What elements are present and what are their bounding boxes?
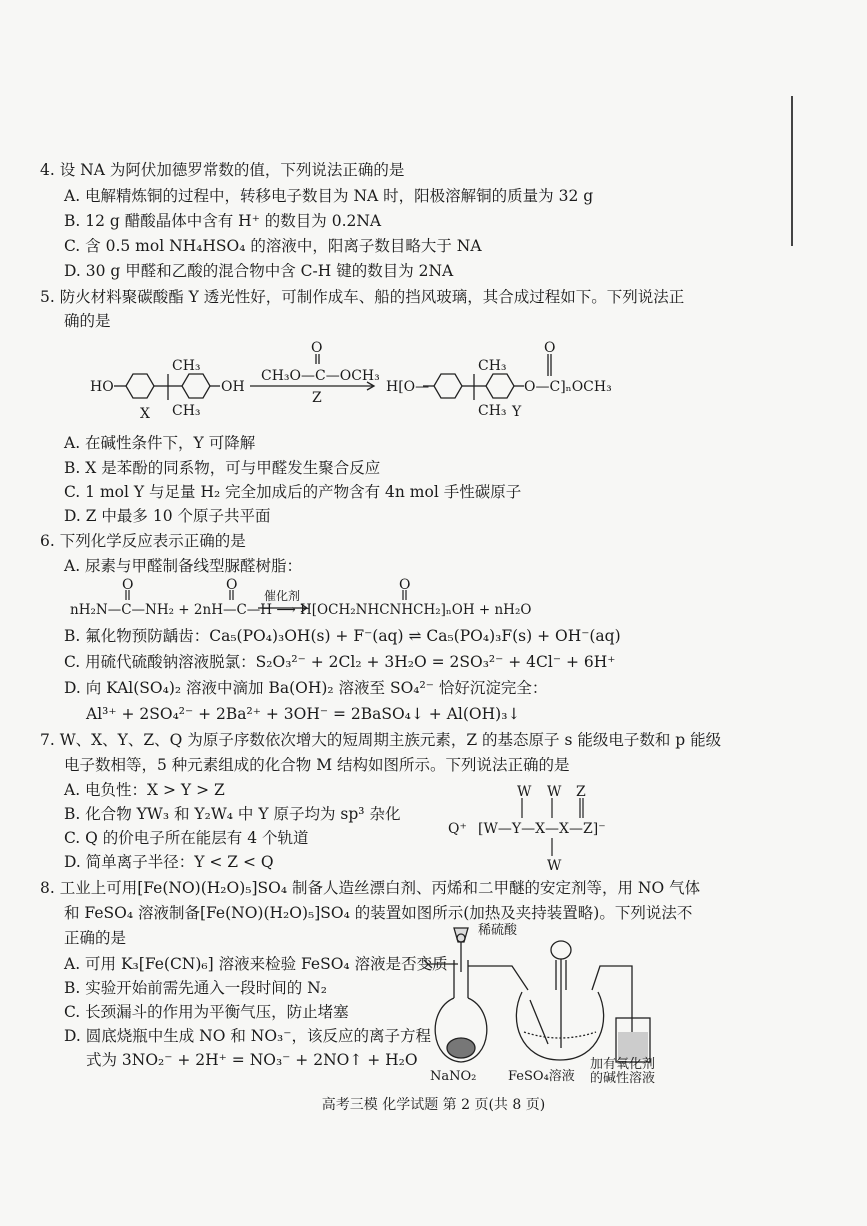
hcho-o: O — [226, 578, 238, 593]
page-footer: 高考三模 化学试题 第 2 页(共 8 页) — [321, 1097, 546, 1113]
q8-option-a: A. 可用 K₃[Fe(CN)₆] 溶液来检验 FeSO₄ 溶液是否变质 — [64, 955, 448, 973]
q4-stem: 4. 设 NA 为阿伏加德罗常数的值，下列说法正确的是 — [40, 161, 405, 179]
q7-option-b: B. 化合物 YW₃ 和 Y₂W₄ 中 Y 原子均为 sp³ 杂化 — [64, 805, 401, 823]
q5-option-c: C. 1 mol Y 与足量 H₂ 完全加成后的产物含有 4n mol 手性碳原子 — [64, 483, 522, 501]
q5-stem-line2: 确的是 — [64, 312, 111, 330]
q6-option-d: D. 向 KAl(SO₄)₂ 溶液中滴加 Ba(OH)₂ 溶液至 SO₄²⁻ 恰好沉淀完全： — [64, 679, 548, 697]
q4-option-c: C. 含 0.5 mol NH₄HSO₄ 的溶液中，阳离子数目略大于 NA — [64, 237, 482, 255]
q6-option-a-equation — [70, 578, 590, 622]
struct-w-bottom: W — [547, 858, 562, 872]
q7-structure-figure — [448, 780, 648, 872]
struct-w-top-1: W — [517, 784, 532, 800]
y-label: Y — [512, 404, 522, 420]
z-carbonyl-o: O — [311, 340, 323, 356]
x-label: X — [140, 406, 150, 422]
resin-o: O — [399, 578, 411, 593]
y-ch3-top: CH₃ — [478, 358, 507, 374]
x-ch3-top: CH₃ — [172, 358, 201, 374]
q5-option-a: A. 在碱性条件下，Y 可降解 — [64, 434, 256, 452]
feso4-label: FeSO₄溶液 — [508, 1069, 575, 1084]
q5-option-d: D. Z 中最多 10 个原子共平面 — [64, 507, 271, 525]
y-start-label: H[O— — [386, 379, 430, 395]
beaker-label-1: 加有氧化剂 — [590, 1057, 656, 1072]
page-edge-mark — [791, 96, 793, 246]
z-label: Z — [312, 390, 322, 406]
q6-option-a: A. 尿素与甲醛制备线型脲醛树脂： — [64, 557, 303, 575]
q5-reaction-figure — [88, 340, 628, 425]
q5-option-b: B. X 是苯酚的同系物，可与甲醛发生聚合反应 — [64, 459, 381, 477]
q7-option-c: C. Q 的价电子所在能层有 4 个轨道 — [64, 829, 309, 847]
q7-stem-line1: 7. W、X、Y、Z、Q 为原子序数依次增大的短周期主族元素，Z 的基态原子 s 能级电子数和 p 能级 — [40, 731, 722, 749]
q4-option-a: A. 电解精炼铜的过程中，转移电子数目为 NA 时，阳极溶解铜的质量为 32 g — [64, 187, 594, 205]
q8-stem-line2: 和 FeSO₄ 溶液制备[Fe(NO)(H₂O)₅]SO₄ 的装置如图所示(加热及夹持装置略)。下列说法不 — [64, 904, 693, 922]
q7-option-d: D. 简单离子半径：Y < Z < Q — [64, 853, 274, 871]
q8-apparatus-figure — [420, 920, 690, 1086]
flask-label: NaNO₂ — [430, 1069, 477, 1084]
acid-label: 稀硫酸 — [478, 923, 518, 938]
x-ho-label: HO — [90, 379, 114, 395]
q8-option-d-line1: D. 圆底烧瓶中生成 NO 和 NO₃⁻，该反应的离子方程 — [64, 1027, 431, 1045]
q8-option-d-line2: 式为 3NO₂⁻ + 2H⁺ = NO₃⁻ + 2NO↑ + H₂O — [86, 1051, 418, 1069]
q7-stem-line2: 电子数相等，5 种元素组成的化合物 M 结构如图所示。下列说法正确的是 — [64, 756, 570, 774]
q7-option-a: A. 电负性：X > Y > Z — [64, 781, 225, 799]
q6-option-b: B. 氟化物预防龋齿：Ca₅(PO₄)₃OH(s) + F⁻(aq) ⇌ Ca₅(PO₄)₃F(s) + OH⁻(aq) — [64, 627, 621, 645]
q8-stem-line1: 8. 工业上可用[Fe(NO)(H₂O)₅]SO₄ 制备人造丝漂白剂、丙烯和二甲醚的安定剂等，用 NO 气体 — [40, 879, 701, 897]
q6-option-c: C. 用硫代硫酸钠溶液脱氯：S₂O₃²⁻ + 2Cl₂ + 3H₂O = 2SO₃²⁻ + 4Cl⁻ + 6H⁺ — [64, 653, 616, 671]
y-ch3-bottom: CH₃ — [478, 403, 507, 419]
beaker-label-2: 的碱性溶液 — [590, 1071, 656, 1086]
y-carbonyl-o: O — [544, 340, 556, 356]
struct-w-top-2: W — [547, 784, 562, 800]
q8-option-c: C. 长颈漏斗的作用为平衡气压，防止堵塞 — [64, 1003, 349, 1021]
struct-z-top: Z — [576, 784, 586, 800]
q5-stem-line1: 5. 防火材料聚碳酸酯 Y 透光性好，可制作成车、船的挡风玻璃，其合成过程如下。下列说法正 — [40, 288, 685, 306]
q4-option-d: D. 30 g 甲醛和乙酸的混合物中含 C-H 键的数目为 2NA — [64, 262, 454, 280]
x-ch3-bottom: CH₃ — [172, 403, 201, 419]
urea-o: O — [122, 578, 134, 593]
q6-stem: 6. 下列化学反应表示正确的是 — [40, 532, 246, 550]
q6-option-d-equation: Al³⁺ + 2SO₄²⁻ + 2Ba²⁺ + 3OH⁻ = 2BaSO₄↓ + Al(OH)₃↓ — [86, 705, 521, 723]
q8-stem-line3: 正确的是 — [64, 929, 127, 947]
q8-option-b: B. 实验开始前需先通入一段时间的 N₂ — [64, 979, 327, 997]
q4-option-b: B. 12 g 醋酸晶体中含有 H⁺ 的数目为 0.2NA — [64, 212, 382, 230]
x-oh-label: OH — [221, 379, 245, 395]
struct-anion-chain: [W—Y—X—X—Z]⁻ — [478, 821, 606, 837]
catalyst-label: 催化剂 — [264, 589, 301, 603]
z-reagent-formula: CH₃O—C—OCH₃ — [261, 368, 380, 384]
struct-q-cation: Q⁺ — [448, 821, 467, 837]
q6-a-equation-text: nH₂N—C—NH₂ + 2nH—C—H ⟶ H[OCH₂NHCNHCH₂]ₙOH + nH₂O — [70, 602, 532, 618]
y-end-label: O—C]ₙOCH₃ — [524, 379, 612, 395]
